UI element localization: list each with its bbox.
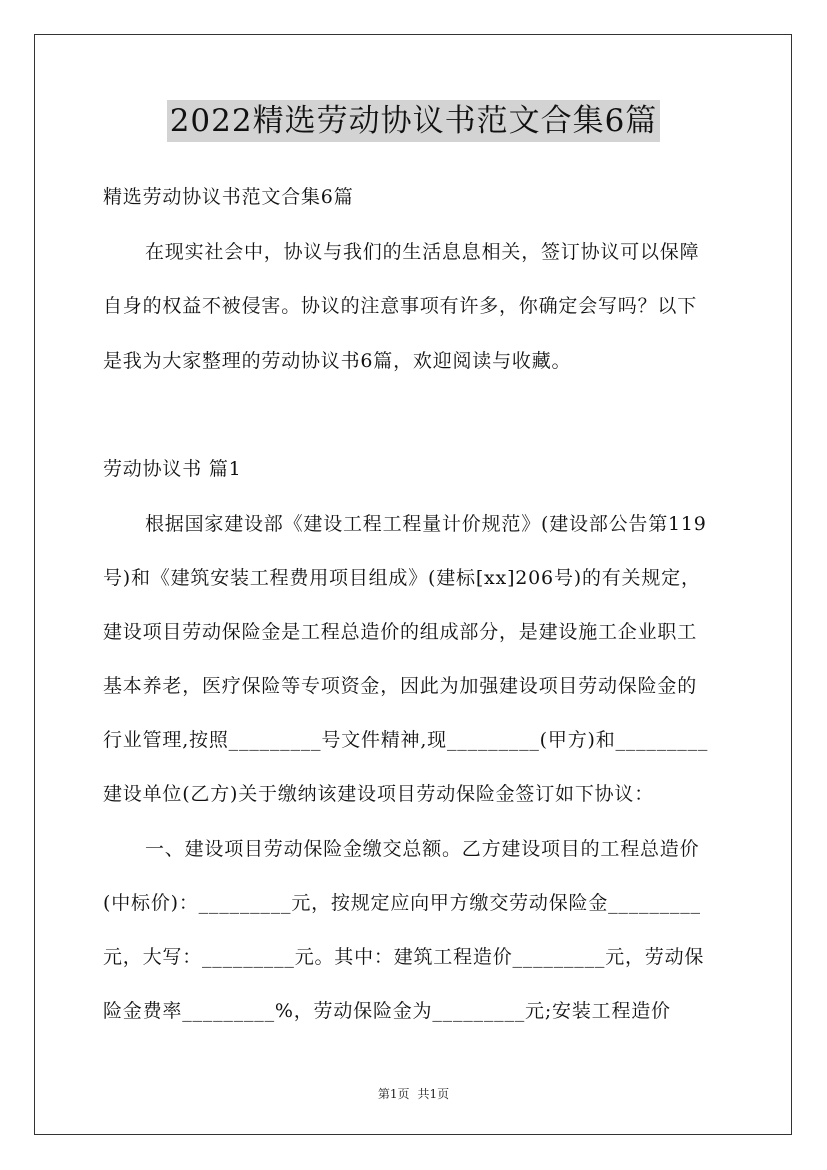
paragraph-line: 建设项目劳动保险金是工程总造价的组成部分，是建设施工企业职工 [103,621,698,643]
paragraph-line: 根据国家建设部《建设工程工程量计价规范》(建设部公告第119 [145,513,707,535]
page-total: 共1页 [417,1087,450,1101]
paragraph-line: (中标价)：_________元，按规定应向甲方缴交劳动保险金_________ [103,892,701,914]
paragraph-line: 在现实社会中，协议与我们的生活息息相关，签订协议可以保障 [145,241,700,263]
title-container [0,100,827,142]
page-number: 第1页 [377,1087,410,1101]
paragraph-line: 基本养老，医疗保险等专项资金，因此为加强建设项目劳动保险金的 [103,675,698,697]
document-title: 2022精选劳动协议书范文合集6篇 [167,100,661,142]
paragraph-line: 号)和《建筑安装工程费用项目组成》(建标[xx]206号)的有关规定， [103,567,701,589]
paragraph-line: 险金费率_________%，劳动保险金为_________元;安装工程造价 [103,1000,671,1022]
paragraph-line: 元，大写：_________元。其中：建筑工程造价_________元，劳动保 [103,946,705,968]
paragraph-line: 建设单位(乙方)关于缴纳该建设项目劳动保险金签订如下协议： [103,783,655,805]
page-footer [0,1085,827,1102]
paragraph-line: 一、建设项目劳动保险金缴交总额。乙方建设项目的工程总造价 [145,838,700,860]
paragraph-line: 自身的权益不被侵害。协议的注意事项有许多，你确定会写吗？以下 [103,295,698,317]
paragraph-line: 是我为大家整理的劳动协议书6篇，欢迎阅读与收藏。 [103,350,572,372]
section-heading: 劳动协议书 篇1 [103,458,242,480]
paragraph-line: 行业管理,按照_________号文件精神,现_________(甲方)和_________ [103,729,709,751]
subtitle-line: 精选劳动协议书范文合集6篇 [103,186,354,208]
